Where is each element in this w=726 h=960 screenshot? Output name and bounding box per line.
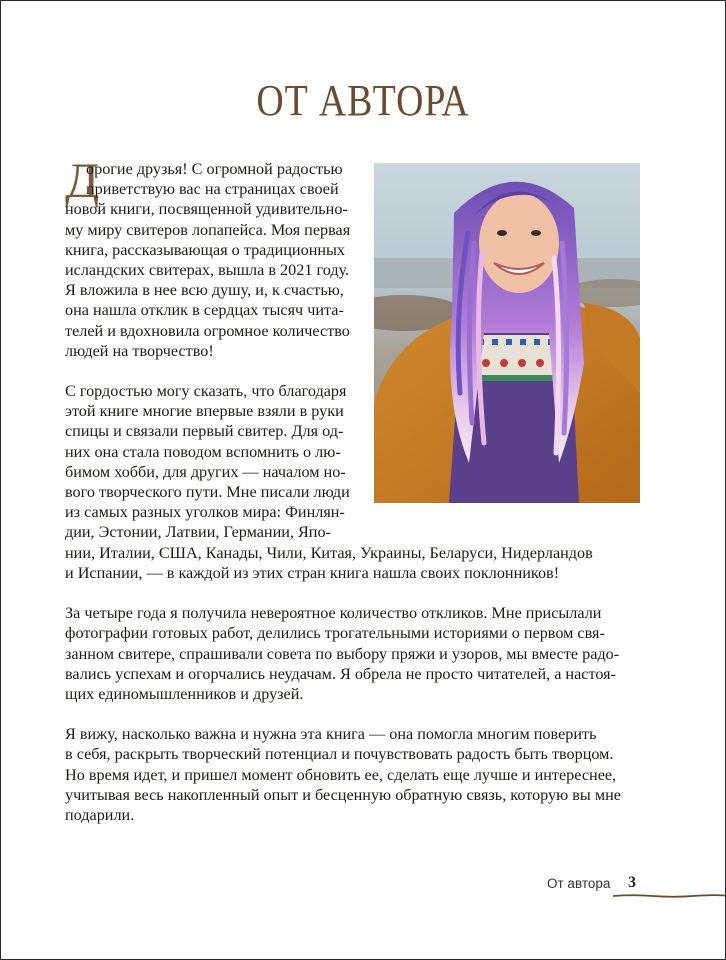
text-line: спицы и связали первый свитер. Для од- [65,422,344,441]
text-line: С гордостью могу сказать, что благодаря [65,382,347,401]
text-line: исландских свитерах, вышла в 2021 году. [65,260,350,279]
article-body [65,159,645,825]
text-line: этой книге многие впервые взяли в руки [65,402,344,421]
text-line: Но время идет, и пришел момент обновить ее, сделать еще лучше и интереснее, [65,765,617,784]
text-line: из самых разных уголков мира: Финлян- [65,503,345,522]
text-line: За четыре года я получила невероятное количество откликов. Мне присылали [65,604,602,623]
text-line: Я вижу, насколько важна и нужна эта книга — она помогла многим поверить [65,725,597,744]
text-line: в себя, раскрыть творческий потенциал и почувствовать радость быть творцом. [65,745,614,764]
text-line: щих единомышленников и друзей. [65,684,304,703]
drop-cap-letter: Д [65,152,100,208]
text-line: му миру свитеров лопапейса. Моя первая [65,220,351,239]
text-line: нии, Италии, США, Канады, Чили, Китая, Украины, Беларуси, Нидерландов [65,543,593,562]
text-line: новой книги, посвященной удивительно- [65,200,348,219]
text-line: вались успехам и огорчались неудачам. Я обрела не просто читателей, а настоя- [65,664,616,683]
text-line: людей на творчество! [65,341,214,360]
text-line: она нашла отклик в сердцах тысяч чита- [65,301,344,320]
text-line: приветствую вас на страницах своей [86,180,339,199]
text-line: занном свитере, спрашивали совета по выбору пряжи и узоров, мы вместе радо- [65,644,620,663]
text-line: бимом хобби, для других — началом но- [65,462,346,481]
page-title: ОТ АВТОРА [256,76,470,125]
footer-decorative-rule [613,894,725,898]
text-line: Я вложила в нее всю душу, и, к счастью, [65,281,344,300]
text-line: телей и вдохновила огромное количество [65,321,350,340]
text-line: книга, рассказывающая о традиционных [65,240,345,259]
text-line: фотографии готовых работ, делились трогательными историями о первом свя- [65,624,605,643]
text-line: и Испании, — в каждой из этих стран книга нашла своих поклонников! [65,563,560,582]
text-line: подарили. [65,806,135,824]
text-line: вого творческого пути. Мне писали люди [65,483,350,501]
text-line: них она стала поводом вспомнить о лю- [65,442,341,461]
page-number: 3 [628,874,636,891]
running-footer-section: От автора [547,876,611,891]
text-line: орогие друзья! С огромной радостью [86,160,343,178]
text-line: учитывая весь накопленный опыт и бесценную обратную связь, которую вы мне [65,785,621,804]
text-line: дии, Эстонии, Латвии, Германии, Япо- [65,523,331,542]
